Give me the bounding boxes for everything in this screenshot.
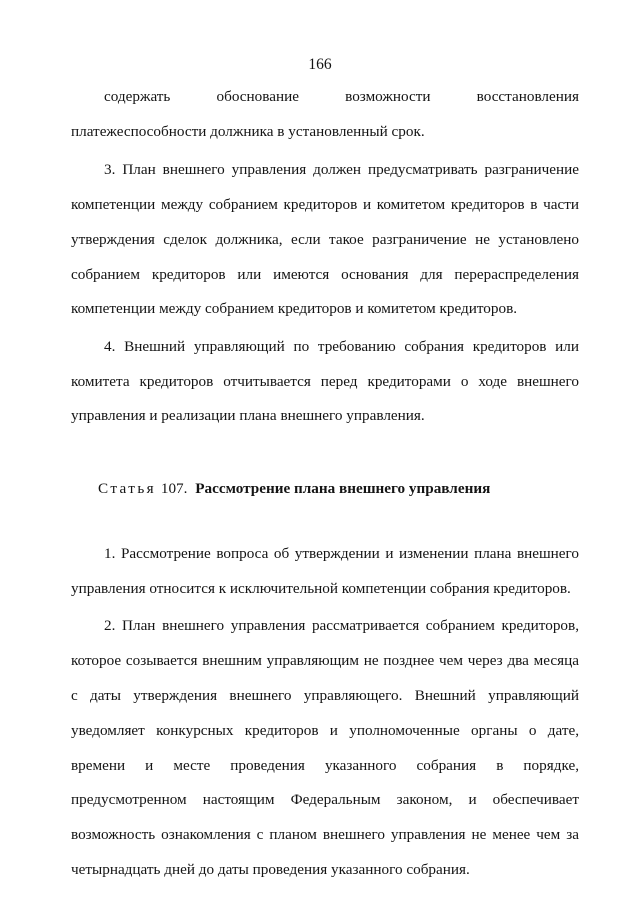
text-line: содержать обоснование возможности восстановления: [104, 88, 579, 105]
text-line: которое созывается внешним управляющим не позднее чем через два месяца: [71, 652, 579, 669]
text-line: 1. Рассмотрение вопроса об утверждении и изменении плана внешнего: [104, 545, 579, 562]
article-title: Рассмотрение плана внешнего управления: [195, 480, 491, 497]
text-line: предусмотренном настоящим Федеральным законом, и обеспечивает: [71, 791, 579, 808]
text-line: платежеспособности должника в установленный срок.: [71, 123, 425, 140]
text-line: 3. План внешнего управления должен предусматривать разграничение: [104, 161, 579, 178]
text-line: управления относится к исключительной компетенции собрания кредиторов.: [71, 580, 571, 597]
text-line: времени и месте проведения указанного собрания в порядке,: [71, 757, 579, 774]
text-line: компетенции между собранием кредиторов и комитетом кредиторов в части: [71, 196, 579, 213]
text-line: комитета кредиторов отчитывается перед кредиторами о ходе внешнего: [71, 373, 579, 390]
text-line: компетенции между собранием кредиторов и комитетом кредиторов.: [71, 300, 518, 317]
article-heading: [98, 479, 490, 499]
page-number: 166: [308, 56, 332, 73]
text-line: четырнадцать дней до даты проведения указанного собрания.: [71, 861, 470, 878]
text-line: уведомляет конкурсных кредиторов и уполномоченные органы о дате,: [71, 722, 579, 739]
text-line: управления и реализации плана внешнего управления.: [71, 407, 425, 424]
article-number: 107.: [160, 480, 188, 497]
text-line: возможность ознакомления с планом внешнего управления не менее чем за: [71, 826, 579, 843]
text-line: утверждения сделок должника, если такое разграничение не установлено: [71, 231, 579, 248]
text-line: с даты утверждения внешнего управляющего. Внешний управляющий: [71, 687, 579, 704]
text-line: 4. Внешний управляющий по требованию собрания кредиторов или: [104, 338, 579, 355]
text-line: собранием кредиторов или имеются основания для перераспределения: [71, 266, 579, 283]
article-label: Статья: [98, 480, 157, 497]
text-line: 2. План внешнего управления рассматривается собранием кредиторов,: [104, 617, 579, 634]
